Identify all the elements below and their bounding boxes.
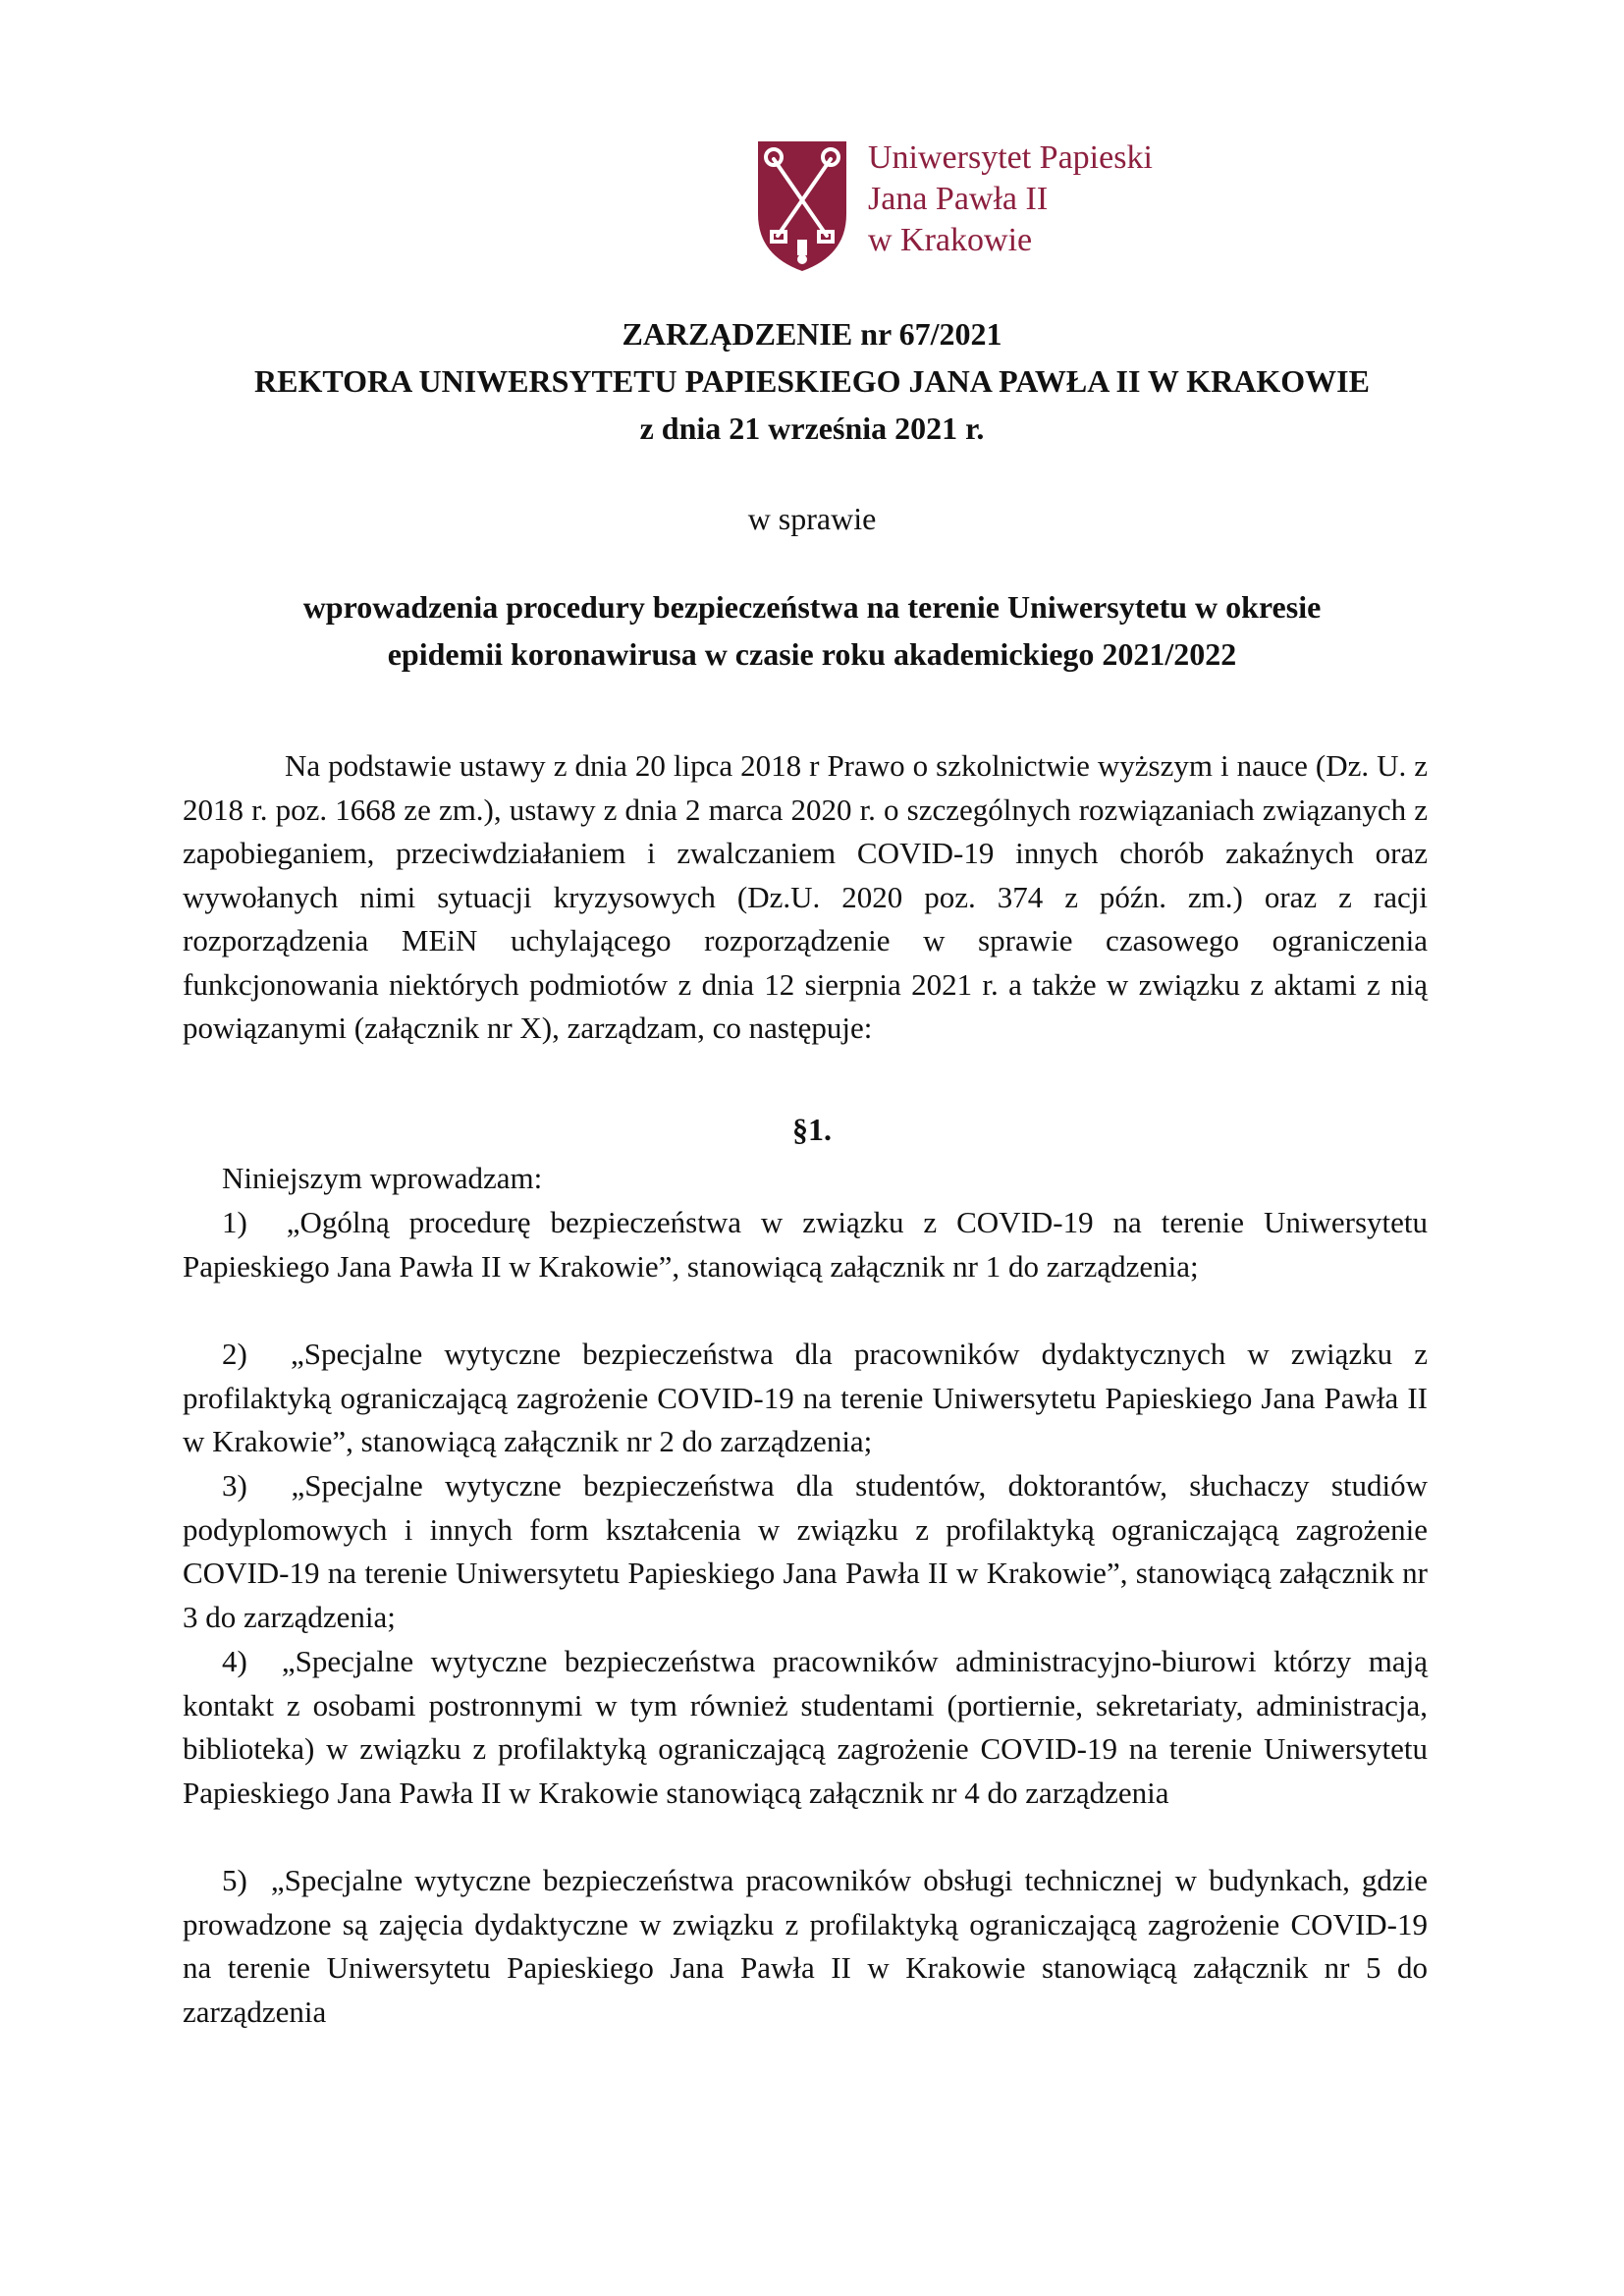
list-item-number: 1) [222,1205,247,1239]
list-item [183,1333,1428,1464]
in-matter-label: w sprawie [747,501,877,536]
ordinance-date: z dnia 21 września 2021 r. [639,410,985,446]
list-item [183,1201,1428,1288]
list-item-text: „Specjalne wytyczne bezpieczeństwa pracowników administracyjno-biurowi którzy mają kontakt z osobami postronnymi w tym również studentami (portiernie, sekretariaty, administracja, biblioteka) w związku z profilaktyką ograniczającą zagrożenie COVID-19 na terenie Uniwersytetu Papieskiego Jana Pawła II w Krakowie stanowiącą załącznik nr 4 do zarządzenia [183,1644,1428,1810]
issuer-line: REKTORA UNIWERSYTETU PAPIESKIEGO JANA PAWŁA II W KRAKOWIE [254,363,1370,399]
list-item-number: 4) [222,1644,247,1678]
list-item-text: „Ogólną procedurę bezpieczeństwa w związku z COVID-19 na terenie Uniwersytetu Papieskiego Jana Pawła II w Krakowie”, stanowiącą załącznik nr 1 do zarządzenia; [183,1205,1428,1284]
list-item [183,1464,1428,1639]
subject-line2: epidemii koronawirusa w czasie roku akademickiego 2021/2022 [387,636,1237,672]
section-heading: §1. [792,1112,832,1147]
list-item-text: „Specjalne wytyczne bezpieczeństwa dla studentów, doktorantów, słuchaczy studiów podyplomowych i innych form kształcenia w związku z profilaktyką ograniczającą zagrożenie COVID-19 na terenie Uniwersytetu Papieskiego Jana Pawła II w Krakowie”, stanowiącą załącznik nr 3 do zarządzenia; [183,1468,1429,1634]
list-item [183,1859,1428,2034]
crossed-keys-shield-icon [754,137,850,275]
list-item-text: „Specjalne wytyczne bezpieczeństwa pracowników obsługi technicznej w budynkach, gdzie prowadzone są zajęcia dydaktyczne w związku z profilaktyką ograniczającą zagrożenie COVID-19 na terenie Uniwersytetu Papieskiego Jana Pawła II w Krakowie stanowiącą załącznik nr 5 do zarządzenia [183,1863,1428,2029]
lead-text: Niniejszym wprowadzam: [222,1161,543,1195]
university-name [868,137,1153,261]
university-name-line1: Uniwersytet Papieski [868,139,1153,176]
list-item-text: „Specjalne wytyczne bezpieczeństwa dla pracowników dydaktycznych w związku z profilaktyką ograniczającą zagrożenie COVID-19 na terenie Uniwersytetu Papieskiego Jana Pawła II w Krakowie”, stanowiącą załącznik nr 2 do zarządzenia; [183,1337,1429,1458]
list-item-number: 2) [222,1337,247,1371]
subject-line1: wprowadzenia procedury bezpieczeństwa na terenie Uniwersytetu w okresie [302,589,1322,625]
list-item-number: 5) [222,1863,247,1897]
intro-paragraph: Na podstawie ustawy z dnia 20 lipca 2018 r Prawo o szkolnictwie wyższym i nauce (Dz. U. z 2018 r. poz. 1668 ze zm.), ustawy z dnia 2 marca 2020 r. o szczególnych rozwiązaniach związanych z zapobieganiem, przeciwdziałaniem i zwalczaniem COVID-19 innych chorób zakaźnych oraz wywołanych nimi sytuacji kryzysowych (Dz.U. 2020 poz. 374 z późn. zm.) oraz z racji rozporządzenia MEiN uchylającego rozporządzenie w sprawie czasowego ograniczenia funkcjonowania niektórych podmiotów z dnia 12 sierpnia 2021 r. a także w związku z aktami z nią powiązanymi (załącznik nr X), zarządzam, co następuje: [183,748,1428,1045]
university-name-line2: Jana Pawła II [868,181,1049,217]
university-name-line3: w Krakowie [868,222,1033,258]
list-item [183,1640,1428,1815]
ordinance-number: ZARZĄDZENIE nr 67/2021 [622,316,1002,352]
list-item-number: 3) [222,1468,247,1503]
